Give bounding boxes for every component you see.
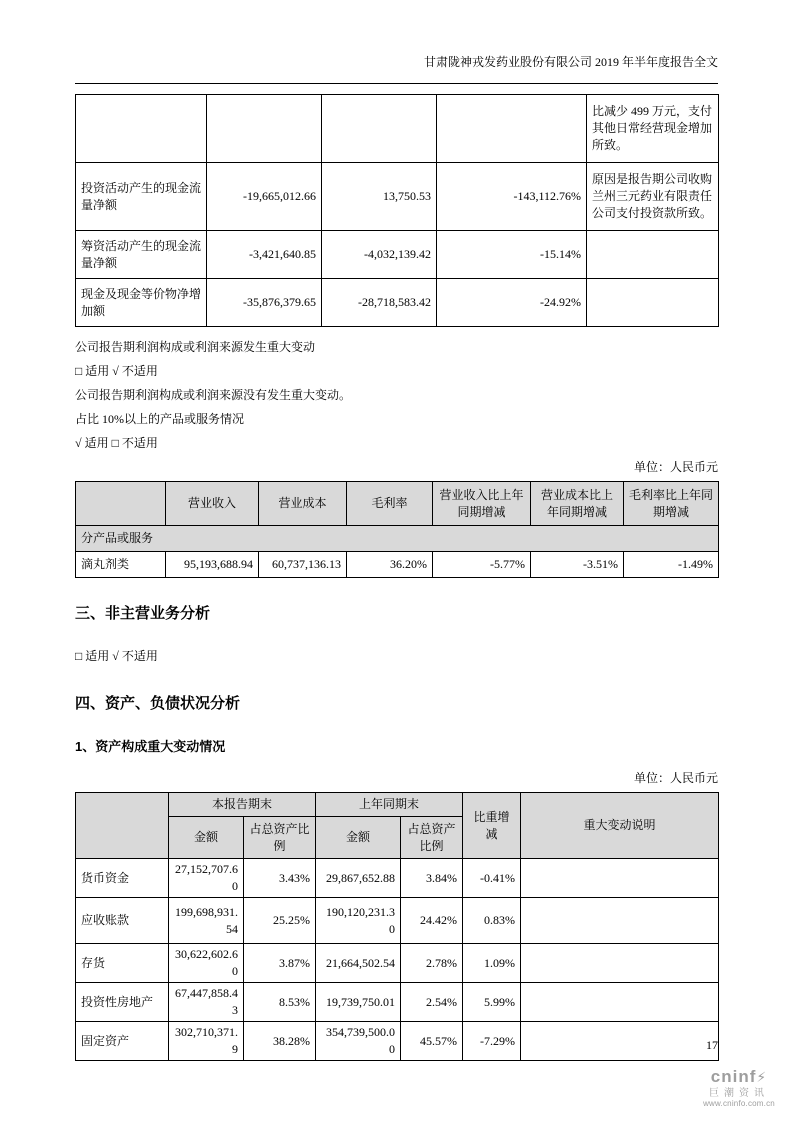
cell-current-amount: 199,698,931.54	[169, 898, 244, 944]
table-header-row	[76, 482, 719, 526]
cell-current-value: -19,665,012.66	[207, 163, 322, 231]
cell-weight-change: 0.83%	[463, 898, 521, 944]
table-row	[76, 279, 719, 327]
cell-weight-change: 5.99%	[463, 983, 521, 1022]
table-row	[76, 859, 719, 898]
cell-prior-value: 13,750.53	[322, 163, 437, 231]
cashflow-table	[75, 94, 719, 327]
cell-current-value	[207, 95, 322, 163]
header-margin: 毛利率	[347, 482, 433, 526]
cell-label: 现金及现金等价物净增加额	[76, 279, 207, 327]
table-row	[76, 944, 719, 983]
header-ratio: 占总资产比例	[401, 817, 463, 859]
cell-label: 货币资金	[76, 859, 169, 898]
cell-prior-amount: 19,739,750.01	[316, 983, 401, 1022]
cell-note: 原因是报告期公司收购兰州三元药业有限责任公司支付投资款所致。	[587, 163, 719, 231]
profit-change-note: 公司报告期利润构成或利润来源没有发生重大变动。	[75, 388, 352, 402]
lightning-icon: ⚡	[756, 1069, 768, 1085]
header-amount: 金额	[169, 817, 244, 859]
cell-note	[521, 944, 719, 983]
cell-label: 滴丸剂类	[76, 552, 166, 578]
cell-note	[521, 983, 719, 1022]
cell-revenue-change: -5.77%	[433, 552, 531, 578]
cell-current-ratio: 8.53%	[244, 983, 316, 1022]
cell-cost-change: -3.51%	[531, 552, 624, 578]
assets-table	[75, 792, 719, 1061]
table-header-row	[76, 793, 719, 817]
cninfo-logo	[701, 1068, 777, 1108]
cell-note	[521, 1022, 719, 1061]
table-row	[76, 898, 719, 944]
cell-current-value: -3,421,640.85	[207, 231, 322, 279]
cell-prior-amount: 29,867,652.88	[316, 859, 401, 898]
cell-margin: 36.20%	[347, 552, 433, 578]
cell-current-ratio: 3.43%	[244, 859, 316, 898]
cell-label: 投资活动产生的现金流量净额	[76, 163, 207, 231]
cell-label: 筹资活动产生的现金流量净额	[76, 231, 207, 279]
cell-label: 投资性房地产	[76, 983, 169, 1022]
cell-label	[76, 95, 207, 163]
table-row	[76, 983, 719, 1022]
header-cost: 营业成本	[259, 482, 347, 526]
cell-prior-ratio: 24.42%	[401, 898, 463, 944]
header-current-period: 本报告期末	[169, 793, 316, 817]
cell-prior-value: -4,032,139.42	[322, 231, 437, 279]
cell-change-pct: -24.92%	[437, 279, 587, 327]
cell-current-amount: 302,710,371.9	[169, 1022, 244, 1061]
cell-prior-ratio: 45.57%	[401, 1022, 463, 1061]
logo-url: www.cninfo.com.cn	[703, 1098, 775, 1108]
section-label: 分产品或服务	[76, 526, 719, 552]
cell-margin-change: -1.49%	[624, 552, 719, 578]
cell-label: 固定资产	[76, 1022, 169, 1061]
table-row	[76, 95, 719, 163]
header-prior-period: 上年同期末	[316, 793, 463, 817]
cell-prior-amount: 190,120,231.30	[316, 898, 401, 944]
cell-note: 比减少 499 万元，支付其他日常经营现金增加所致。	[587, 95, 719, 163]
header-blank	[76, 793, 169, 859]
products-share-applicability: √ 适用 □ 不适用	[75, 436, 158, 450]
cell-current-ratio: 3.87%	[244, 944, 316, 983]
cell-current-amount: 30,622,602.60	[169, 944, 244, 983]
page-number: 17	[706, 1038, 718, 1052]
cell-change-pct: -143,112.76%	[437, 163, 587, 231]
cell-change-pct: -15.14%	[437, 231, 587, 279]
cell-current-value: -35,876,379.65	[207, 279, 322, 327]
section-three-title: 三、非主营业务分析	[75, 605, 211, 622]
page-content	[75, 94, 718, 1061]
cell-prior-ratio: 2.78%	[401, 944, 463, 983]
cell-current-amount: 27,152,707.60	[169, 859, 244, 898]
logo-subtitle: 巨潮资讯	[709, 1087, 769, 1099]
header-ratio: 占总资产比例	[244, 817, 316, 859]
products-table	[75, 481, 719, 578]
section-three-applicability: □ 适用 √ 不适用	[75, 649, 158, 663]
header-cost-change: 营业成本比上年同期增减	[531, 482, 624, 526]
section-four-title: 四、资产、负债状况分析	[75, 695, 241, 712]
cell-label: 存货	[76, 944, 169, 983]
report-title: 甘肃陇神戎发药业股份有限公司 2019 年半年度报告全文	[423, 55, 718, 69]
cell-weight-change: -7.29%	[463, 1022, 521, 1061]
table-row	[76, 163, 719, 231]
table-row	[76, 231, 719, 279]
cell-weight-change: 1.09%	[463, 944, 521, 983]
profit-change-applicability: □ 适用 √ 不适用	[75, 364, 158, 378]
header-weight-change: 比重增减	[463, 793, 521, 859]
cell-current-ratio: 25.25%	[244, 898, 316, 944]
cell-note	[587, 279, 719, 327]
cell-note	[587, 231, 719, 279]
page-header	[75, 0, 718, 84]
cell-prior-ratio: 3.84%	[401, 859, 463, 898]
header-major-change-note: 重大变动说明	[521, 793, 719, 859]
logo-text: cninf	[710, 1067, 757, 1086]
profit-change-title: 公司报告期利润构成或利润来源发生重大变动	[75, 340, 316, 354]
header-blank	[76, 482, 166, 526]
cell-note	[521, 898, 719, 944]
section-row	[76, 526, 719, 552]
cell-prior-amount: 354,739,500.00	[316, 1022, 401, 1061]
cell-label: 应收账款	[76, 898, 169, 944]
table-row	[76, 1022, 719, 1061]
cell-cost: 60,737,136.13	[259, 552, 347, 578]
cell-note	[521, 859, 719, 898]
cell-revenue: 95,193,688.94	[166, 552, 259, 578]
unit-label: 单位：人民币元	[633, 460, 718, 474]
header-revenue: 营业收入	[166, 482, 259, 526]
cell-prior-ratio: 2.54%	[401, 983, 463, 1022]
cell-current-ratio: 38.28%	[244, 1022, 316, 1061]
section-four-sub1-title: 1、资产构成重大变动情况	[75, 739, 226, 754]
cell-weight-change: -0.41%	[463, 859, 521, 898]
cell-change-pct	[437, 95, 587, 163]
cell-prior-value: -28,718,583.42	[322, 279, 437, 327]
cell-current-amount: 67,447,858.43	[169, 983, 244, 1022]
header-amount: 金额	[316, 817, 401, 859]
unit-label: 单位：人民币元	[633, 771, 718, 785]
header-revenue-change: 营业收入比上年同期增减	[433, 482, 531, 526]
table-row	[76, 552, 719, 578]
cell-prior-amount: 21,664,502.54	[316, 944, 401, 983]
logo-wordmark	[701, 1068, 777, 1087]
products-share-title: 占比 10%以上的产品或服务情况	[75, 412, 244, 426]
header-margin-change: 毛利率比上年同期增减	[624, 482, 719, 526]
cell-prior-value	[322, 95, 437, 163]
